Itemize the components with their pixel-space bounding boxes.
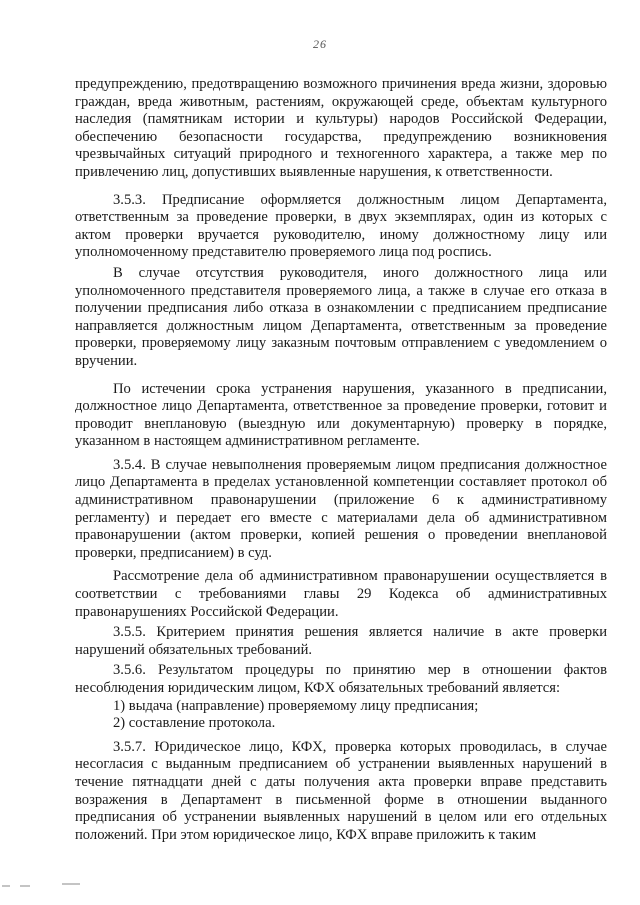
paragraph-case-review: Рассмотрение дела об административном правонарушении осуществляется в соответствии с требованиями главы 29 Кодекса об административных правонарушениях Российской Федерации. [75, 568, 607, 620]
paragraph-3-5-4: 3.5.4. В случае невыполнения проверяемым лицом предписания должностное лицо Департамента в пределах установленной компетенции составляет протокол об административном правонарушении (приложение 6 к административному регламенту) и передает его вместе с материалами дела об административном правонарушении (актом проверки, копией решения о проведении внеплановой проверки, предписанием) в суд. [75, 456, 607, 561]
paragraph-absence-of-head: В случае отсутствия руководителя, иного должностного лица или уполномоченного представителя проверяемого лица, а также в случае его отказа в получении предписания либо отказа в ознакомлении с предписанием предписание направляется должностным лицом Департамента, ответственным за проведение проверки, проверяемому лицу заказным почтовым отправлением с уведомлением о вручении. [75, 264, 607, 369]
paragraph-after-deadline: По истечении срока устранения нарушения, указанного в предписании, должностное лицо Департамента, ответственное за проведение проверки, готовит и проводит внеплановую (выездную или документарную) проверку в порядке, указанном в настоящем административном регламенте. [75, 380, 607, 450]
paragraph-3-5-6: 3.5.6. Результатом процедуры по принятию мер в отношении фактов несоблюдения юридическим лицом, КФХ обязательных требований является: [75, 662, 607, 696]
paragraph-3-5-3: 3.5.3. Предписание оформляется должностным лицом Департамента, ответственным за проведение проверки, в двух экземплярах, один из которых с актом проверки вручается руководителю, иному должностному лицу или уполномоченному представителю проверяемого лица под роспись. [75, 191, 607, 261]
paragraph-3-5-7: 3.5.7. Юридическое лицо, КФХ, проверка которых проводилась, в случае несогласия с выданным предписанием об устранении выявленных нарушений в течение пятнадцати дней с даты получения акта проверки вправе представить возражения в Департамент в письменной форме в отношении выданного предписания об устранении выявленных нарушений в целом или его отдельных положений. При этом юридическое лицо, КФХ вправе приложить к таким [75, 738, 607, 843]
paragraph-continuation: предупреждению, предотвращению возможного причинения вреда жизни, здоровью граждан, вреда животным, растениям, окружающей среде, объектам культурного наследия (памятникам истории и культуры) народов Российской Федерации, обеспечению безопасности государства, предупреждению возникновения чрезвычайных ситуаций природного и техногенного характера, а также мер по привлечению лиц, допустивших выявленные нарушения, к ответственности. [75, 76, 607, 180]
page-number: 26 [313, 37, 327, 51]
list-item-1: 1) выдача (направление) проверяемому лицу предписания; [113, 697, 479, 714]
list-item-2: 2) составление протокола. [113, 715, 276, 732]
document-body [75, 76, 607, 844]
scan-edge-marks [0, 880, 120, 892]
paragraph-3-5-5: 3.5.5. Критерием принятия решения является наличие в акте проверки нарушений обязательных требований. [75, 624, 607, 658]
